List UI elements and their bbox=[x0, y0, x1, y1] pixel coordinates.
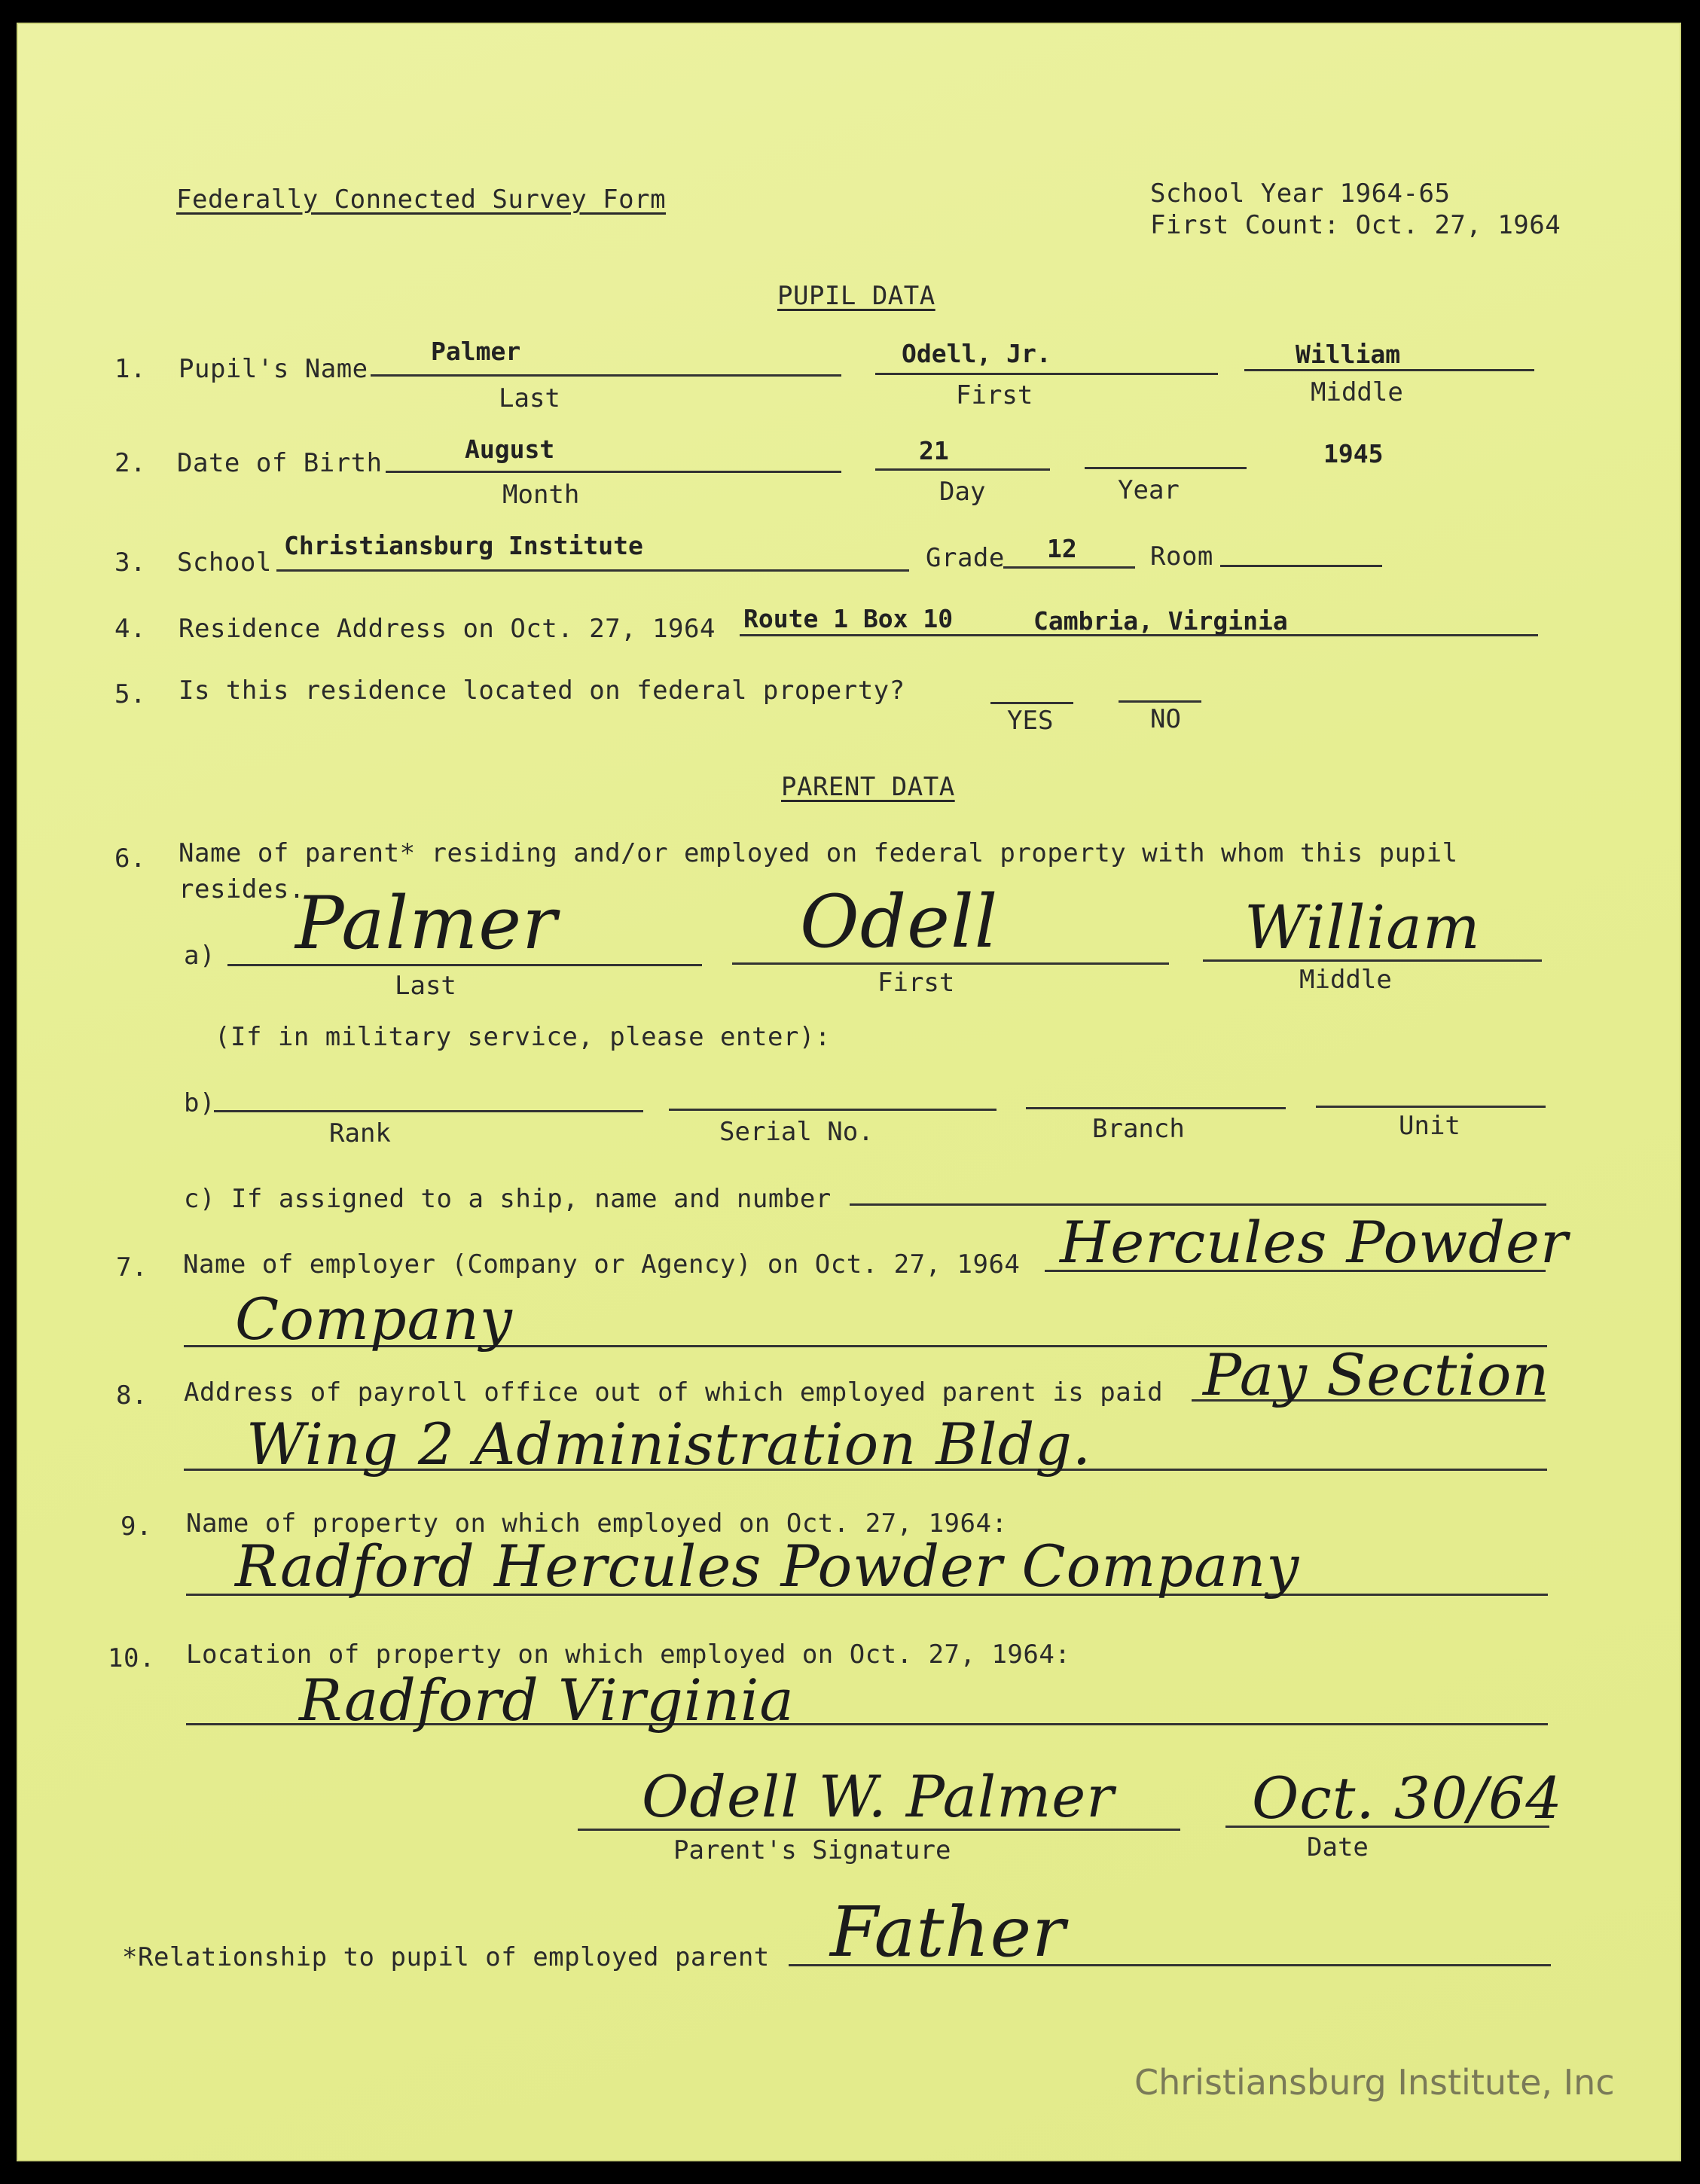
birth-year: 1945 bbox=[1323, 439, 1384, 468]
q8-label: Address of payroll office out of which employed parent is paid bbox=[184, 1377, 1164, 1408]
q2-year-line bbox=[1085, 467, 1247, 469]
q6b-label: b) bbox=[184, 1088, 215, 1118]
form-page bbox=[17, 23, 1681, 2161]
military-note: (If in military service, please enter): bbox=[215, 1022, 831, 1052]
q2-caption-year: Year bbox=[1118, 475, 1180, 505]
ship-line[interactable] bbox=[850, 1203, 1546, 1206]
q1-number: 1. bbox=[114, 354, 146, 384]
q2-month-line bbox=[386, 471, 841, 473]
q8-number: 8. bbox=[116, 1380, 148, 1411]
q10-number: 10. bbox=[108, 1643, 155, 1673]
q3-room-label: Room bbox=[1150, 541, 1213, 572]
q6a-caption-first: First bbox=[877, 968, 955, 998]
caption-rank: Rank bbox=[329, 1118, 391, 1148]
rank-line[interactable] bbox=[214, 1110, 643, 1112]
q10-label: Location of property on which employed on Oct. 27, 1964: bbox=[186, 1640, 1071, 1670]
q1-middle-line bbox=[1244, 369, 1534, 371]
watermark: Christiansburg Institute, Inc bbox=[1134, 2062, 1615, 2103]
yes-label: YES bbox=[1007, 706, 1054, 736]
branch-line[interactable] bbox=[1026, 1107, 1286, 1109]
q6-label-line1: Name of parent* residing and/or employed on federal property with whom this pupil bbox=[179, 838, 1458, 868]
q3-school-line bbox=[276, 569, 909, 572]
q6c-label: c) If assigned to a ship, name and number bbox=[184, 1184, 832, 1214]
q1-last-line bbox=[371, 374, 841, 377]
section-pupil-data: PUPIL DATA bbox=[777, 281, 935, 311]
q2-number: 2. bbox=[114, 448, 146, 478]
q1-label: Pupil's Name bbox=[179, 354, 368, 384]
pupil-last-name: Palmer bbox=[431, 337, 521, 366]
q6-number: 6. bbox=[114, 843, 146, 874]
caption-branch: Branch bbox=[1092, 1114, 1185, 1144]
section-parent-data: PARENT DATA bbox=[781, 772, 955, 802]
q4-label: Residence Address on Oct. 27, 1964 bbox=[179, 614, 716, 644]
residence-city: Cambria, Virginia bbox=[1033, 606, 1288, 636]
q3-number: 3. bbox=[114, 548, 146, 578]
parent-last-name: Palmer bbox=[295, 881, 557, 965]
employer-line2: Company bbox=[235, 1286, 513, 1353]
no-line[interactable] bbox=[1119, 700, 1201, 703]
q2-caption-month: Month bbox=[502, 480, 580, 510]
q6a-caption-last: Last bbox=[395, 971, 456, 1001]
q9-number: 9. bbox=[121, 1511, 152, 1542]
q9-label: Name of property on which employed on Oct. 27, 1964: bbox=[186, 1508, 1008, 1539]
q3-grade-label: Grade bbox=[926, 543, 1005, 573]
caption-date: Date bbox=[1307, 1832, 1369, 1862]
pupil-middle-name: William bbox=[1296, 340, 1401, 369]
parent-first-name: Odell bbox=[800, 880, 999, 964]
relationship-value: Father bbox=[830, 1892, 1067, 1972]
employer-line1: Hercules Powder bbox=[1060, 1209, 1569, 1276]
q1-first-line bbox=[875, 373, 1218, 375]
q6-label-line2: resides. bbox=[179, 874, 305, 904]
first-count: First Count: Oct. 27, 1964 bbox=[1150, 210, 1561, 240]
q2-label: Date of Birth bbox=[177, 448, 383, 478]
q1-caption-middle: Middle bbox=[1311, 377, 1403, 407]
caption-serial: Serial No. bbox=[719, 1117, 874, 1147]
property-location: Radford Virginia bbox=[299, 1667, 795, 1734]
q3-grade-line bbox=[1003, 566, 1135, 569]
serial-line[interactable] bbox=[669, 1109, 996, 1111]
q6a-caption-middle: Middle bbox=[1299, 965, 1392, 995]
relationship-label: *Relationship to pupil of employed parent bbox=[122, 1942, 770, 1972]
birth-month: August bbox=[465, 435, 555, 464]
q3-room-line bbox=[1220, 565, 1382, 567]
residence-address: Route 1 Box 10 bbox=[743, 604, 954, 633]
yes-line[interactable] bbox=[990, 702, 1073, 704]
grade-value: 12 bbox=[1047, 534, 1077, 563]
property-name: Radford Hercules Powder Company bbox=[235, 1533, 1300, 1600]
pupil-first-name: Odell, Jr. bbox=[902, 339, 1051, 368]
birth-day: 21 bbox=[919, 436, 949, 465]
q6a-label: a) bbox=[184, 941, 215, 971]
q2-caption-day: Day bbox=[939, 477, 986, 507]
q5-number: 5. bbox=[114, 679, 146, 709]
form-title: Federally Connected Survey Form bbox=[176, 185, 667, 215]
q7-label: Name of employer (Company or Agency) on Oct. 27, 1964 bbox=[183, 1249, 1021, 1280]
school-name: Christiansburg Institute bbox=[284, 531, 643, 560]
q2-day-line bbox=[875, 468, 1050, 471]
payroll-line1: Pay Section bbox=[1203, 1341, 1550, 1408]
caption-signature: Parent's Signature bbox=[673, 1835, 951, 1865]
unit-line[interactable] bbox=[1316, 1106, 1546, 1108]
payroll-line2: Wing 2 Administration Bldg. bbox=[246, 1411, 1092, 1478]
caption-unit: Unit bbox=[1399, 1111, 1460, 1141]
signature-date: Oct. 30/64 bbox=[1252, 1765, 1563, 1832]
q3-label: School bbox=[177, 548, 272, 578]
q5-label: Is this residence located on federal property? bbox=[179, 676, 905, 706]
q7-number: 7. bbox=[116, 1252, 148, 1283]
q1-caption-first: First bbox=[956, 380, 1033, 410]
q4-number: 4. bbox=[114, 614, 146, 644]
school-year: School Year 1964-65 bbox=[1150, 178, 1451, 209]
no-label: NO bbox=[1150, 704, 1181, 734]
parent-signature: Odell W. Palmer bbox=[642, 1763, 1115, 1830]
q1-caption-last: Last bbox=[499, 383, 560, 413]
parent-middle-name: William bbox=[1244, 892, 1481, 962]
